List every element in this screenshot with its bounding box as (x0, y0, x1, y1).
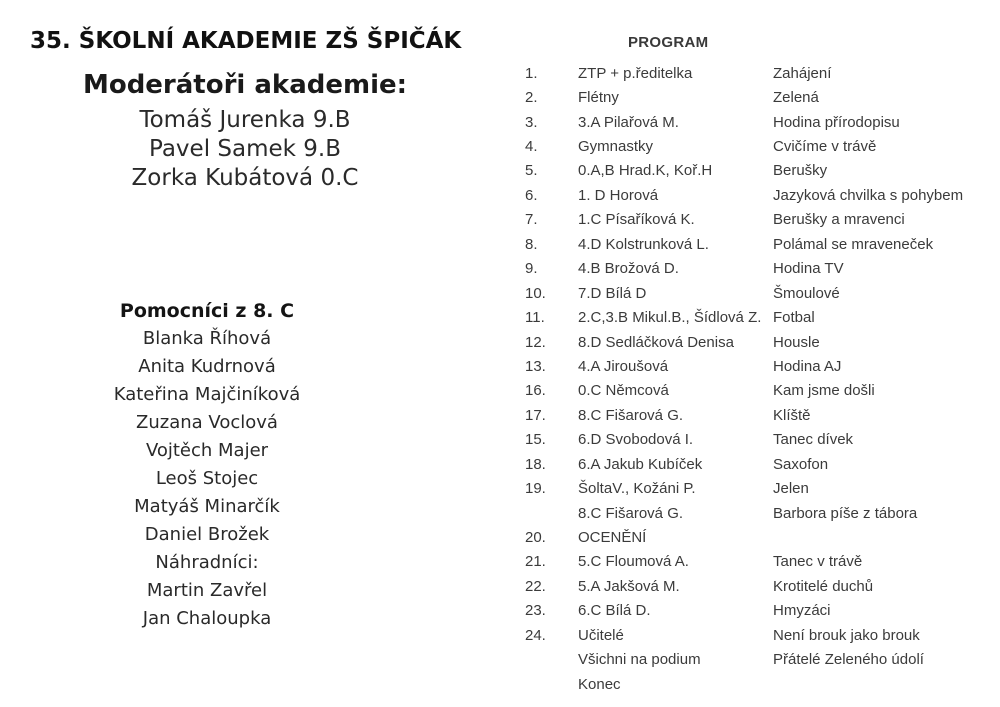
helpers-block (37, 297, 377, 633)
program-performer: 3.A Pilařová M. (578, 113, 679, 131)
program-number: 11. (525, 309, 545, 327)
program-row (522, 599, 1000, 623)
moderators-list (30, 106, 460, 193)
program-row (522, 305, 1000, 329)
program-row (522, 379, 1000, 403)
program-row (522, 403, 1000, 427)
helper-name: Náhradníci: (155, 552, 259, 573)
program-row (522, 330, 1000, 354)
program-number: 1. (525, 64, 538, 82)
program-title: Přátelé Zeleného údolí (773, 651, 924, 669)
page-title: 35. ŠKOLNÍ AKADEMIE ZŠ ŠPIČÁK (30, 28, 462, 54)
program-performer: 8.C Fišarová G. (578, 406, 684, 424)
program-row (522, 134, 1000, 158)
program-row (522, 525, 1000, 549)
program-performer: 4.B Brožová D. (578, 260, 679, 278)
program-row (522, 281, 1000, 305)
program-table (522, 61, 1000, 696)
program-performer: 4.D Kolstrunková L. (578, 235, 709, 253)
program-row (522, 623, 1000, 647)
program-row (522, 110, 1000, 134)
helper-name: Leoš Stojec (155, 468, 259, 489)
program-title: Barbora píše z tábora (773, 504, 918, 522)
helper-name: Blanka Říhová (142, 328, 272, 349)
program-number: 19. (525, 480, 546, 498)
program-performer: 0.A,B Hrad.K, Koř.H (578, 162, 713, 180)
program-row (522, 85, 1000, 109)
program-number: 7. (525, 211, 538, 229)
program-performer: Flétny (578, 89, 619, 107)
program-performer: 8.D Sedláčková Denisa (578, 333, 734, 351)
program-row (522, 159, 1000, 183)
program-number: 23. (525, 602, 546, 620)
program-number: 21. (525, 553, 546, 571)
moderator-name: Tomáš Jurenka 9.B (139, 107, 351, 133)
helper-name: Kateřina Majčiníková (113, 384, 301, 405)
program-number: 6. (525, 186, 538, 204)
helper-name: Martin Zavřel (146, 580, 268, 601)
program-title: Jelen (773, 480, 809, 498)
program-title: Zahájení (773, 64, 832, 82)
program-row (522, 672, 1000, 696)
program-row (522, 354, 1000, 378)
program-title: Cvičíme v trávě (773, 138, 877, 156)
program-title: Kam jsme došli (773, 382, 875, 400)
program-performer: 6.C Bílá D. (578, 602, 651, 620)
program-performer: 5.A Jakšová M. (578, 577, 680, 595)
program-performer: ZTP + p.ředitelka (578, 64, 693, 82)
program-number: 13. (525, 357, 546, 375)
program-performer: Učitelé (578, 626, 624, 644)
program-title: Saxofon (773, 455, 829, 473)
program-performer: 4.A Jiroušová (578, 357, 669, 375)
program-number: 8. (525, 235, 538, 253)
program-row (522, 574, 1000, 598)
program-title: Hodina AJ (773, 357, 842, 375)
program-performer: 8.C Fišarová G. (578, 504, 684, 522)
program-number: 4. (525, 138, 538, 156)
program-title: Polámal se mraveneček (773, 235, 934, 253)
program-number: 5. (525, 162, 538, 180)
program-performer: 7.D Bílá D (578, 284, 647, 302)
program-performer: OCENĚNÍ (578, 529, 647, 547)
program-performer: 5.C Floumová A. (578, 553, 689, 571)
program-row (522, 428, 1000, 452)
program-performer: 6.A Jakub Kubíček (578, 455, 703, 473)
program-title: Hodina TV (773, 260, 844, 278)
program-heading: PROGRAM (628, 34, 709, 51)
program-title: Hodina přírodopisu (773, 113, 900, 131)
program-title: Berušky a mravenci (773, 211, 905, 229)
program-row (522, 648, 1000, 672)
program-title: Zelená (773, 89, 819, 107)
program-row (522, 452, 1000, 476)
program-performer: 6.D Svobodová I. (578, 431, 694, 449)
moderator-name: Pavel Samek 9.B (149, 136, 341, 162)
program-title: Krotitelé duchů (773, 577, 874, 595)
program-performer: 0.C Němcová (578, 382, 669, 400)
program-title: Berušky (773, 162, 828, 180)
program-row (522, 550, 1000, 574)
helpers-list (37, 325, 377, 633)
program-number: 24. (525, 626, 546, 644)
program-performer: 2.C,3.B Mikul.B., Šídlová Z. (578, 309, 762, 327)
program-number: 12. (525, 333, 546, 351)
program-number: 15. (525, 431, 546, 449)
program-title: Jazyková chvilka s pohybem (773, 186, 964, 204)
helper-name: Vojtěch Majer (145, 440, 269, 461)
helper-name: Anita Kudrnová (138, 356, 276, 377)
moderator-name: Zorka Kubátová 0.C (131, 165, 359, 191)
program-row (522, 61, 1000, 85)
program-number: 22. (525, 577, 546, 595)
header-block (30, 26, 460, 193)
program-row (522, 476, 1000, 500)
program-row (522, 232, 1000, 256)
program-title: Tanec v trávě (773, 553, 863, 571)
program-title: Housle (773, 333, 820, 351)
program-title: Hmyzáci (773, 602, 831, 620)
program-row (522, 208, 1000, 232)
program-number: 3. (525, 113, 538, 131)
program-performer: 1.C Písaříková K. (578, 211, 695, 229)
program-title: Není brouk jako brouk (773, 626, 920, 644)
program-number: 16. (525, 382, 546, 400)
program-title: Tanec dívek (773, 431, 854, 449)
helper-name: Daniel Brožek (144, 524, 270, 545)
program-title: Klíště (773, 406, 811, 424)
program-title: Fotbal (773, 309, 815, 327)
program-row (522, 501, 1000, 525)
helpers-heading: Pomocníci z 8. C (119, 300, 295, 322)
helper-name: Zuzana Voclová (136, 412, 278, 433)
program-performer: 1. D Horová (578, 186, 659, 204)
program-number: 10. (525, 284, 546, 302)
program-row (522, 257, 1000, 281)
program-number: 17. (525, 406, 546, 424)
program-number: 9. (525, 260, 538, 278)
program-row (522, 183, 1000, 207)
program-performer: Konec (578, 675, 621, 693)
program-title: Šmoulové (773, 284, 840, 302)
helper-name: Jan Chaloupka (142, 608, 272, 629)
program-performer: Gymnastky (578, 138, 654, 156)
program-number: 2. (525, 89, 538, 107)
program-performer: Všichni na podium (578, 651, 701, 669)
program-performer: ŠoltaV., Kožáni P. (578, 480, 696, 498)
program-number: 20. (525, 529, 546, 547)
helper-name: Matyáš Minarčík (134, 496, 280, 517)
program-number: 18. (525, 455, 546, 473)
moderators-heading: Moderátoři akademie: (82, 70, 408, 100)
